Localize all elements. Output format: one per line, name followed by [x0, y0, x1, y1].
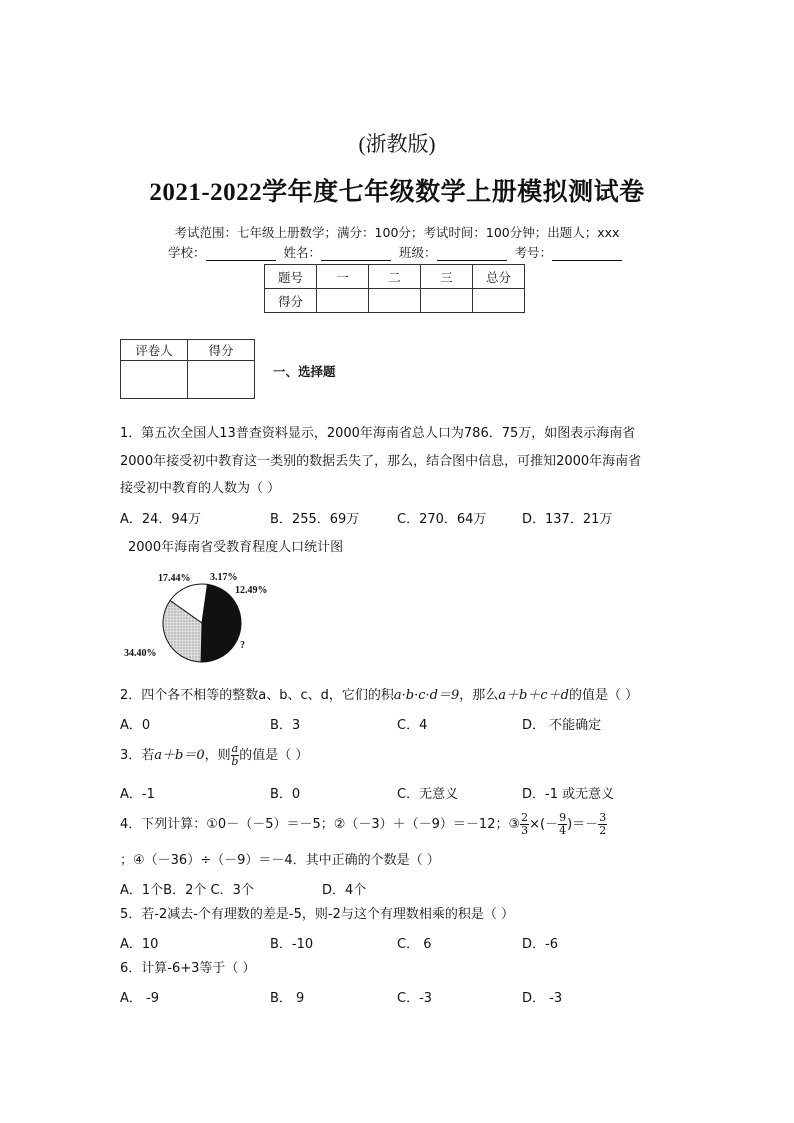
q6-option-a[interactable]: A． -9 [120, 991, 159, 1006]
field-id-blank[interactable] [552, 248, 622, 261]
field-id-label: 考号： [514, 245, 552, 260]
q4-line2: ；④（－36）÷（－9）＝－4．其中正确的个数是（ ） [120, 853, 440, 868]
score-cell: 一 [317, 265, 369, 289]
q4-frac2: $\frac{9}{4}$ [559, 811, 567, 837]
q1-line1: 1．第五次全国人13普查资料显示，2000年海南省总人口为786．75万，如图表示海南省 [120, 426, 636, 441]
field-school-label: 学校： [167, 245, 206, 260]
q2-option-c[interactable]: C．4 [397, 718, 428, 733]
pie-label-17: 17.44% [158, 573, 191, 584]
grader-cell-blank[interactable] [121, 361, 188, 399]
q1-line3: 接受初中教育的人数为（ ） [120, 481, 281, 496]
q2-option-b[interactable]: B．3 [270, 718, 301, 733]
q3-expr: a＋b＝0 [154, 748, 205, 763]
q3-pre: 3．若 [120, 748, 155, 763]
q6-line: 6．计算-6+3等于（ ） [120, 961, 256, 976]
q6-option-b[interactable]: B． 9 [270, 991, 305, 1006]
q4-option-d[interactable]: D．4个 [322, 883, 367, 898]
exam-info: 考试范围：七年级上册数学；满分：100分；考试时间：100分钟；出题人；xxx [174, 225, 620, 240]
field-class-blank[interactable] [437, 248, 507, 261]
pie-label-unknown: ? [240, 640, 245, 651]
score-table [264, 264, 525, 313]
grader-table [120, 339, 255, 399]
q6-option-d[interactable]: D． -3 [522, 991, 563, 1006]
field-class-label: 班级： [398, 245, 437, 260]
q3-option-b[interactable]: B．0 [270, 787, 301, 802]
q2-option-d[interactable]: D． 不能确定 [522, 718, 602, 733]
score-table-score-row [265, 289, 525, 313]
q3-option-d[interactable]: D．-1 或无意义 [522, 787, 615, 802]
q6-option-c[interactable]: C．-3 [397, 991, 433, 1006]
score-cell: 得分 [265, 289, 317, 313]
score-cell-blank[interactable] [421, 289, 473, 313]
grader-body-row [121, 361, 255, 399]
q1-option-d[interactable]: D．137．21万 [522, 512, 613, 527]
q3-option-c[interactable]: C．无意义 [397, 787, 459, 802]
score-table-header-row [265, 265, 525, 289]
field-name-label: 姓名： [283, 245, 321, 260]
score-cell: 总分 [473, 265, 525, 289]
field-school-blank[interactable] [206, 248, 276, 261]
page-title: 2021-2022学年度七年级数学上册模拟测试卷 [149, 179, 645, 206]
score-cell: 二 [369, 265, 421, 289]
score-cell: 题号 [265, 265, 317, 289]
q5-option-c[interactable]: C． 6 [397, 937, 432, 952]
q5-line: 5．若-2减去-个有理数的差是-5，则-2与这个有理数相乘的积是（ ） [120, 907, 514, 922]
q2-line [120, 686, 638, 706]
q2-post: 的值是（ ） [568, 688, 639, 703]
q2-mid: ，那么 [459, 688, 499, 703]
q4-pre: 4．下列计算：①0－（－5）＝－5；②（－3）＋（－9）＝－12；③ [120, 817, 521, 832]
q3-post: 的值是（ ） [239, 748, 309, 763]
q1-option-a[interactable]: A．24．94万 [120, 512, 201, 527]
chart-caption: 2000年海南省受教育程度人口统计图 [128, 540, 344, 555]
q5-option-b[interactable]: B．-10 [270, 937, 314, 952]
q4-frac1: $\frac{2}{3}$ [521, 811, 529, 837]
score-cell-blank[interactable] [369, 289, 421, 313]
pie-label-12: 12.49% [235, 585, 268, 596]
q4-option-abc[interactable]: A．1个B．2个 C．3个 [120, 883, 254, 898]
grader-cell-blank[interactable] [188, 361, 255, 399]
q2-option-a[interactable]: A．0 [120, 718, 151, 733]
q4-eq: )＝－ [567, 817, 599, 832]
q5-option-d[interactable]: D．-6 [522, 937, 558, 952]
grader-score-label: 得分 [188, 340, 255, 361]
grader-label: 评卷人 [121, 340, 188, 361]
q3-mid: ，则 [204, 748, 231, 763]
grader-header-row [121, 340, 255, 361]
score-cell-blank[interactable] [317, 289, 369, 313]
q3-line [120, 743, 308, 768]
pie-label-3: 3.17% [210, 572, 238, 583]
q3-fraction: $\frac{a}{b}$ [231, 742, 239, 768]
student-fields [0, 243, 794, 261]
q4-frac3: $\frac{3}{2}$ [599, 811, 607, 837]
q1-option-b[interactable]: B．255．69万 [270, 512, 360, 527]
q1-line2: 2000年接受初中教育这一类别的数据丢失了，那么，结合图中信息，可推知2000年海南省 [120, 454, 642, 469]
q2-expr2: a＋b＋c＋d [498, 688, 569, 703]
edition-label: (浙教版) [358, 132, 436, 156]
pie-label-34: 34.40% [124, 648, 157, 659]
section-title: 一、选择题 [273, 364, 336, 379]
q1-option-c[interactable]: C．270．64万 [397, 512, 487, 527]
q5-option-a[interactable]: A．10 [120, 937, 159, 952]
q4-times: ×(－ [529, 817, 559, 832]
pie-chart [120, 566, 290, 666]
score-cell: 三 [421, 265, 473, 289]
field-name-blank[interactable] [321, 248, 391, 261]
score-cell-blank[interactable] [473, 289, 525, 313]
q2-expr1: a·b·c·d＝9 [393, 688, 460, 703]
q3-option-a[interactable]: A．-1 [120, 787, 155, 802]
q2-pre: 2．四个各不相等的整数a、b、c、d，它们的积 [120, 688, 394, 703]
q4-line1 [120, 812, 607, 837]
